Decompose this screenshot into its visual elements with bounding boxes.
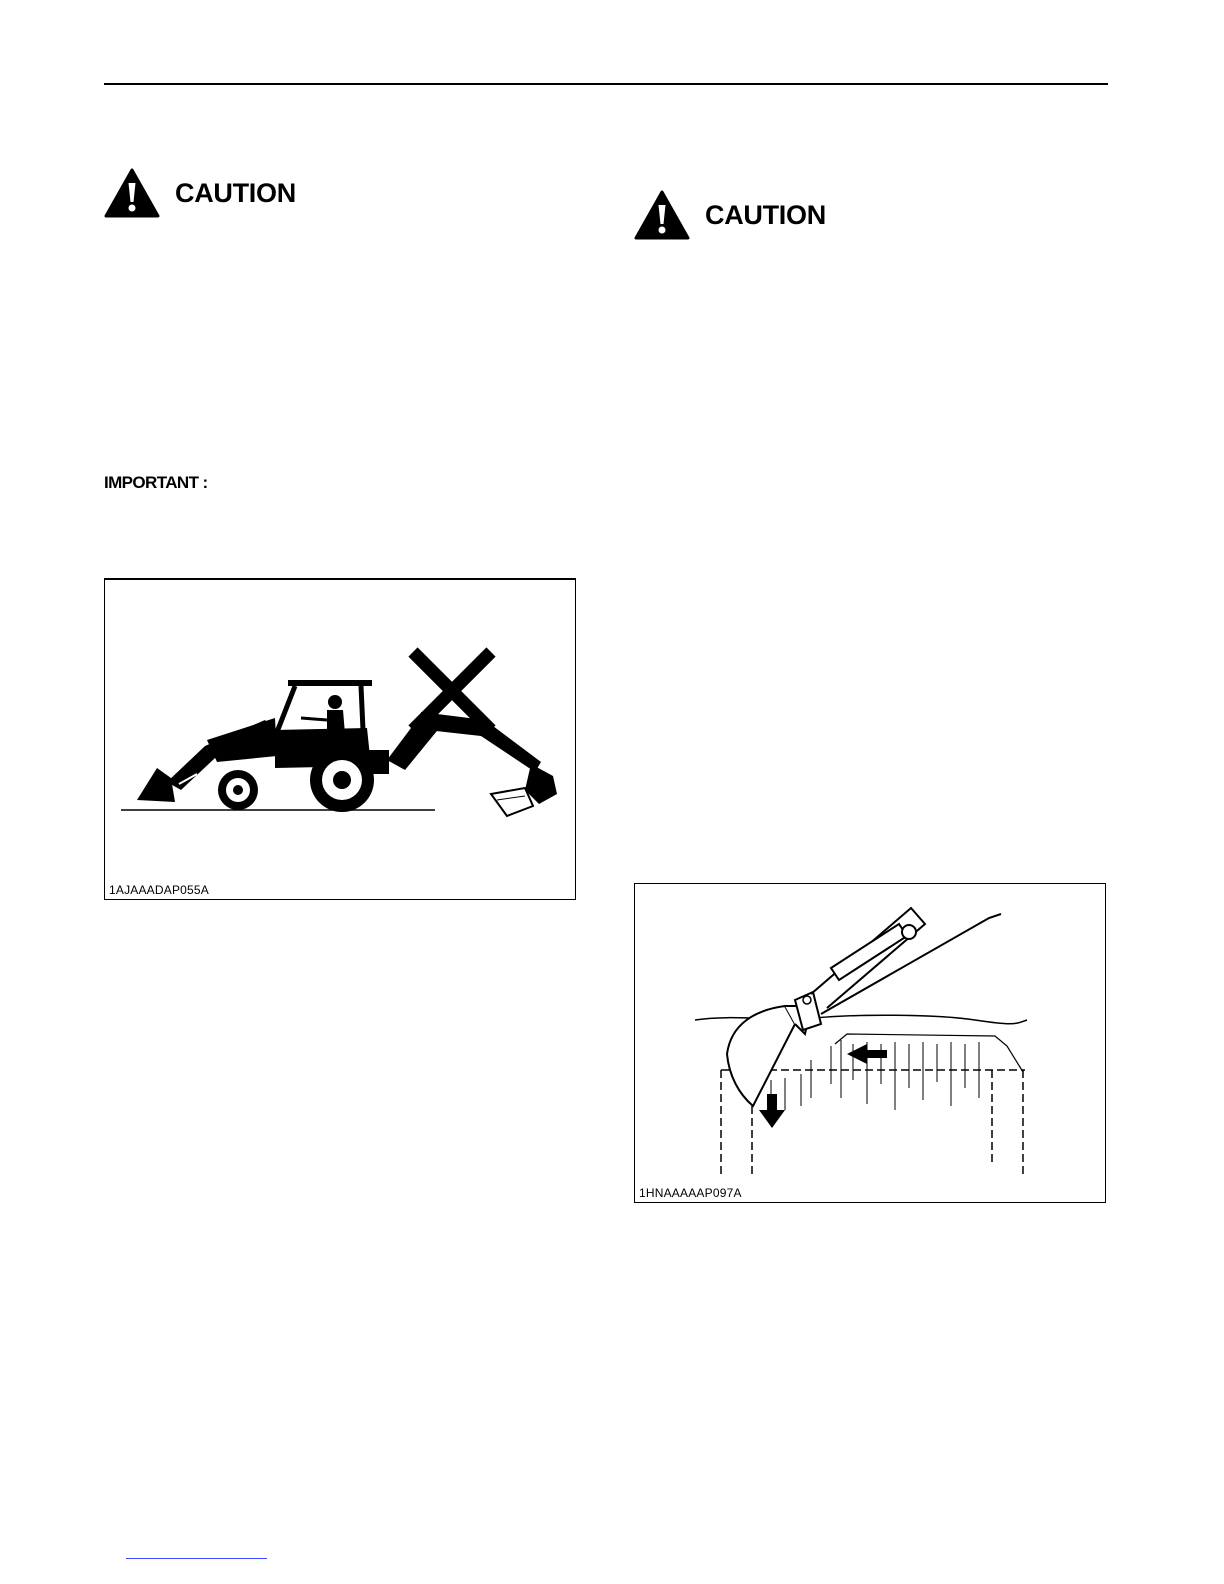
caution-label: CAUTION — [705, 199, 826, 230]
figure-code: 1AJAAADAP055A — [109, 883, 209, 897]
important-label: IMPORTANT : — [104, 473, 208, 492]
caution-label: CAUTION — [175, 177, 296, 208]
backhoe-tractor-illustration — [105, 580, 575, 880]
caution-heading-left — [104, 168, 296, 218]
warning-triangle-icon — [634, 190, 690, 240]
figure-backhoe — [104, 579, 576, 900]
figure-bucket — [634, 883, 1106, 1203]
footer-link-line[interactable] — [126, 1558, 267, 1559]
caution-heading-right — [634, 190, 826, 240]
warning-triangle-icon — [104, 168, 160, 218]
figure-code: 1HNAAAAAP097A — [639, 1186, 742, 1200]
header-rule — [104, 83, 1108, 85]
bucket-digging-illustration — [635, 884, 1105, 1184]
